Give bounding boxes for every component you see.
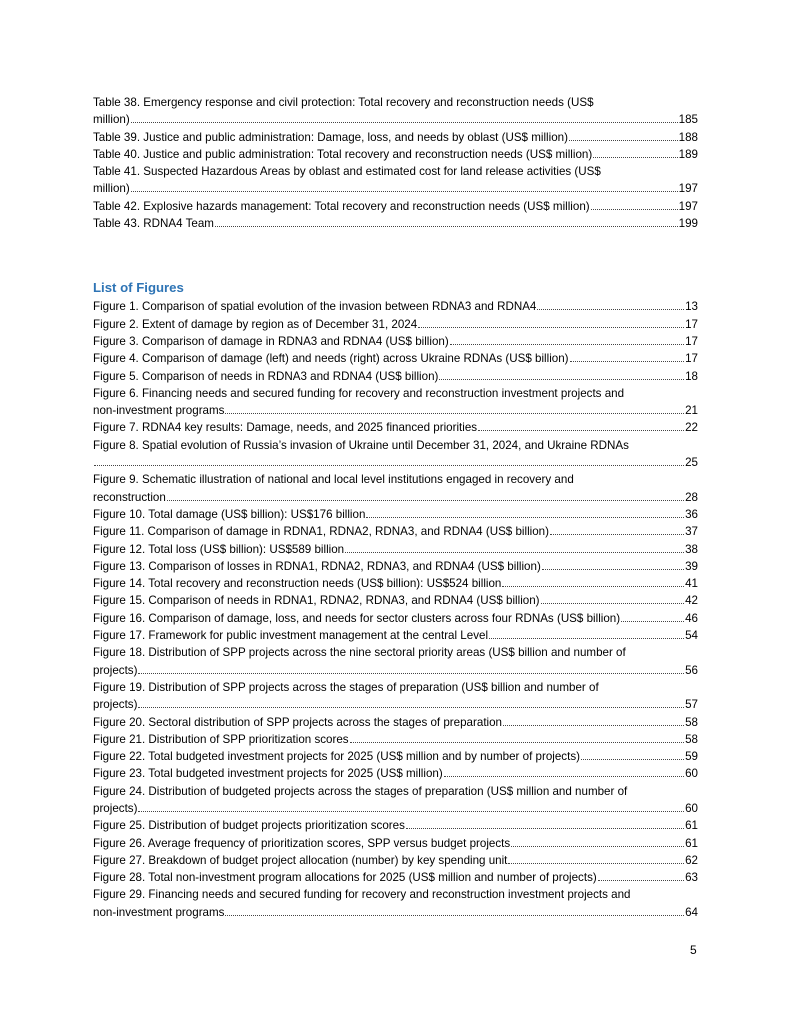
figure-entry-title: Figure 14. Total recovery and reconstruction needs (US$ billion): US$524 billion xyxy=(93,577,502,591)
figure-entry-title: Figure 11. Comparison of damage in RDNA1, RDNA2, RDNA3, and RDNA4 (US$ billion) xyxy=(93,525,549,539)
figure-entry-title: Figure 19. Distribution of SPP projects across the stages of preparation (US$ billion and number of xyxy=(93,680,599,694)
page-ref: 13 xyxy=(685,300,698,314)
figure-entry-title: reconstruction xyxy=(93,490,166,504)
list-of-figures-heading: List of Figures xyxy=(93,280,184,296)
dot-leader xyxy=(502,577,684,587)
figure-entry-title: Figure 4. Comparison of damage (left) and needs (right) across Ukraine RDNAs (US$ billion) xyxy=(93,352,569,366)
table-entry[interactable] xyxy=(93,198,698,215)
page-ref: 189 xyxy=(678,147,698,161)
figure-entry-title: Figure 8. Spatial evolution of Russia’s invasion of Ukraine until December 31, 2024, and Ukraine RDNAs xyxy=(93,438,629,452)
page-ref: 17 xyxy=(685,317,698,331)
dot-leader xyxy=(350,733,684,743)
page-ref: 28 xyxy=(685,490,698,504)
dot-leader xyxy=(511,837,684,847)
figure-entry[interactable] xyxy=(93,869,698,886)
figure-entry[interactable] xyxy=(93,817,698,834)
page-ref: 185 xyxy=(678,113,698,127)
page-ref: 57 xyxy=(685,698,698,712)
figure-entry-title: Figure 17. Framework for public investment management at the central Level xyxy=(93,629,489,643)
figure-entry[interactable] xyxy=(93,575,698,592)
figure-entry-title: Figure 22. Total budgeted investment projects for 2025 (US$ million and by number of projects) xyxy=(93,750,580,764)
figure-entry[interactable] xyxy=(93,783,698,818)
table-entry-title: Table 38. Emergency response and civil protection: Total recovery and reconstruction needs (US$ xyxy=(93,96,594,109)
table-entry-title: million) xyxy=(93,182,130,196)
page-ref: 63 xyxy=(685,871,698,885)
figure-entry[interactable] xyxy=(93,765,698,782)
dot-leader xyxy=(345,543,684,553)
page-ref: 41 xyxy=(685,577,698,591)
figure-entry-title: projects) xyxy=(93,698,138,712)
page-ref: 46 xyxy=(685,611,698,625)
figure-entry[interactable] xyxy=(93,298,698,315)
figure-entry[interactable] xyxy=(93,523,698,540)
page-ref: 36 xyxy=(685,507,698,521)
figure-entry[interactable] xyxy=(93,644,698,679)
figure-entry-title: Figure 10. Total damage (US$ billion): US$176 billion xyxy=(93,507,366,521)
figure-entry-title: Figure 29. Financing needs and secured funding for recovery and reconstruction investment projects and xyxy=(93,888,631,902)
page-ref: 56 xyxy=(685,663,698,677)
page-ref: 21 xyxy=(685,404,698,418)
page-ref: 22 xyxy=(685,421,698,435)
figure-entry[interactable] xyxy=(93,419,698,436)
figure-entry[interactable] xyxy=(93,385,698,420)
dot-leader xyxy=(225,404,684,414)
figure-entry-title: non-investment programs xyxy=(93,404,225,418)
figure-entry[interactable] xyxy=(93,316,698,333)
figure-entry-title: projects) xyxy=(93,801,138,815)
table-entry-title: Table 39. Justice and public administration: Damage, loss, and needs by oblast (US$ million) xyxy=(93,130,568,144)
page-ref: 61 xyxy=(685,836,698,850)
dot-leader xyxy=(508,854,684,864)
document-page xyxy=(93,94,698,921)
page-ref: 42 xyxy=(685,594,698,608)
dot-leader xyxy=(478,421,684,431)
figure-entry[interactable] xyxy=(93,368,698,385)
figure-entry[interactable] xyxy=(93,748,698,765)
dot-leader xyxy=(131,182,678,192)
figure-entry-title: Figure 9. Schematic illustration of national and local level institutions engaged in recovery and xyxy=(93,473,574,487)
figure-entry[interactable] xyxy=(93,627,698,644)
figure-entry-title: Figure 5. Comparison of needs in RDNA3 and RDNA4 (US$ billion) xyxy=(93,369,439,383)
page-ref: 38 xyxy=(685,542,698,556)
page-ref: 17 xyxy=(685,352,698,366)
figure-entry[interactable] xyxy=(93,350,698,367)
figure-entry-title: Figure 24. Distribution of budgeted projects across the stages of preparation (US$ million and number of xyxy=(93,784,628,798)
table-entry-title: million) xyxy=(93,113,130,127)
dot-leader xyxy=(225,906,684,916)
figure-entry-title: Figure 23. Total budgeted investment projects for 2025 (US$ million) xyxy=(93,767,443,781)
figure-entry-title: Figure 21. Distribution of SPP prioritization scores xyxy=(93,732,349,746)
dot-leader xyxy=(215,217,678,227)
figure-entry-title: Figure 6. Financing needs and secured funding for recovery and reconstruction investment projects and xyxy=(93,386,625,400)
dot-leader xyxy=(418,318,684,328)
figure-entry[interactable] xyxy=(93,558,698,575)
table-entry-title: Table 40. Justice and public administration: Total recovery and reconstruction needs (US$ million) xyxy=(93,147,593,161)
dot-leader xyxy=(366,508,684,518)
figure-entry[interactable] xyxy=(93,835,698,852)
dot-leader xyxy=(550,525,684,535)
figure-entry-title: Figure 26. Average frequency of prioritization scores, SPP versus budget projects xyxy=(93,836,511,850)
figure-entry-title: Figure 20. Sectoral distribution of SPP projects across the stages of preparation xyxy=(93,715,503,729)
page-ref: 60 xyxy=(685,801,698,815)
figure-entry[interactable] xyxy=(93,333,698,350)
figure-entry-title: Figure 7. RDNA4 key results: Damage, needs, and 2025 financed priorities xyxy=(93,421,478,435)
dot-leader xyxy=(581,750,684,760)
page-ref: 17 xyxy=(685,334,698,348)
figure-list xyxy=(93,298,698,921)
page-ref: 199 xyxy=(678,217,698,231)
dot-leader xyxy=(138,664,684,674)
dot-leader xyxy=(542,560,684,570)
table-entry-title: Table 41. Suspected Hazardous Areas by oblast and estimated cost for land release activities (US$ xyxy=(93,165,601,179)
page-ref: 61 xyxy=(685,819,698,833)
dot-leader xyxy=(489,629,684,639)
figure-entry-title: Figure 18. Distribution of SPP projects across the nine sectoral priority areas (US$ billion and number of xyxy=(93,646,626,660)
dot-leader xyxy=(138,802,684,812)
table-entry[interactable] xyxy=(93,94,698,129)
table-entry[interactable] xyxy=(93,146,698,163)
figure-entry[interactable] xyxy=(93,886,698,921)
page-ref: 39 xyxy=(685,559,698,573)
figure-entry-title: Figure 1. Comparison of spatial evolution of the invasion between RDNA3 and RDNA4 xyxy=(93,300,537,314)
page-ref: 197 xyxy=(678,199,698,213)
figure-entry-title: Figure 15. Comparison of needs in RDNA1, RDNA2, RDNA3, and RDNA4 (US$ billion) xyxy=(93,594,540,608)
figure-entry[interactable] xyxy=(93,731,698,748)
figure-entry-title: Figure 25. Distribution of budget projects prioritization scores xyxy=(93,819,405,833)
page-ref: 18 xyxy=(685,369,698,383)
figure-entry-title: projects) xyxy=(93,663,138,677)
dot-leader xyxy=(450,335,684,345)
table-entry[interactable] xyxy=(93,163,698,198)
figure-entry-title: Figure 3. Comparison of damage in RDNA3 and RDNA4 (US$ billion) xyxy=(93,334,449,348)
page-ref: 64 xyxy=(685,905,698,919)
figure-entry-title: Figure 12. Total loss (US$ billion): US$589 billion xyxy=(93,542,345,556)
page-ref: 25 xyxy=(685,456,698,470)
dot-leader xyxy=(138,698,684,708)
dot-leader xyxy=(569,131,678,141)
dot-leader xyxy=(439,370,684,380)
table-entry[interactable] xyxy=(93,129,698,146)
dot-leader xyxy=(593,148,677,158)
dot-leader xyxy=(598,871,684,881)
page-ref: 197 xyxy=(678,182,698,196)
figure-entry-title: non-investment programs xyxy=(93,905,225,919)
dot-leader xyxy=(570,352,685,362)
figure-entry-title: Figure 13. Comparison of losses in RDNA1, RDNA2, RDNA3, and RDNA4 (US$ billion) xyxy=(93,559,541,573)
table-entry[interactable] xyxy=(93,215,698,232)
figure-entry[interactable] xyxy=(93,471,698,506)
page-ref: 58 xyxy=(685,732,698,746)
figure-entry-title: Figure 27. Breakdown of budget project allocation (number) by key spending unit xyxy=(93,853,508,867)
page-ref: 54 xyxy=(685,629,698,643)
figure-entry[interactable] xyxy=(93,541,698,558)
dot-leader xyxy=(591,200,678,210)
dot-leader xyxy=(541,594,685,604)
table-entry-title: Table 43. RDNA4 Team xyxy=(93,217,214,231)
figure-entry-title: Figure 2. Extent of damage by region as of December 31, 2024 xyxy=(93,317,418,331)
dot-leader xyxy=(406,819,684,829)
figure-entry-title: Figure 28. Total non-investment program allocations for 2025 (US$ million and number of projects) xyxy=(93,871,597,885)
figure-entry[interactable] xyxy=(93,506,698,523)
figure-entry[interactable] xyxy=(93,679,698,714)
table-list xyxy=(93,94,698,232)
page-ref: 58 xyxy=(685,715,698,729)
dot-leader xyxy=(131,113,678,123)
dot-leader xyxy=(537,300,684,310)
dot-leader xyxy=(167,491,684,501)
page-ref: 59 xyxy=(685,750,698,764)
figure-entry[interactable] xyxy=(93,437,698,472)
dot-leader xyxy=(503,716,684,726)
figure-entry-title: Figure 16. Comparison of damage, loss, and needs for sector clusters across four RDNAs (US$ billion) xyxy=(93,611,621,625)
page-ref: 62 xyxy=(685,853,698,867)
figure-entry[interactable] xyxy=(93,852,698,869)
figure-entry[interactable] xyxy=(93,592,698,609)
dot-leader xyxy=(444,767,684,777)
page-ref: 188 xyxy=(678,130,698,144)
page-ref: 37 xyxy=(685,525,698,539)
dot-leader xyxy=(621,612,684,622)
page-number: 5 xyxy=(690,943,697,957)
page-ref: 60 xyxy=(685,767,698,781)
figure-entry[interactable] xyxy=(93,714,698,731)
dot-leader xyxy=(94,456,684,466)
table-entry-title: Table 42. Explosive hazards management: Total recovery and reconstruction needs (US$ million) xyxy=(93,199,590,213)
figure-entry[interactable] xyxy=(93,610,698,627)
